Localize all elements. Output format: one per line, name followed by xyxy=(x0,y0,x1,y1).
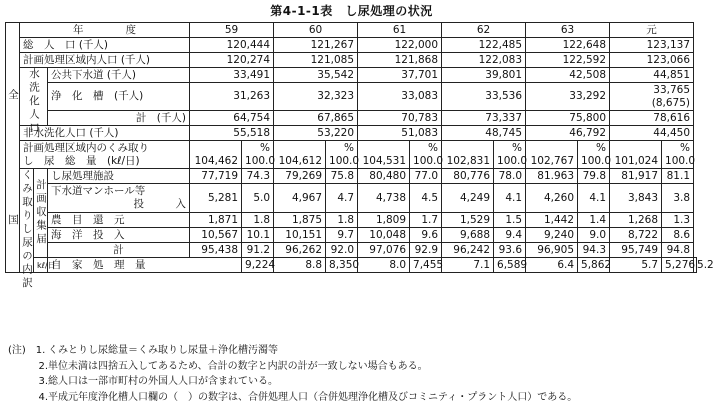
cell: 121,085 xyxy=(274,53,358,68)
cell-pct: 74.3 xyxy=(242,169,274,184)
cell-pct: 1.5 xyxy=(494,213,526,228)
cell-pct: 9.4 xyxy=(494,228,526,243)
cell: 4,738 xyxy=(358,184,410,213)
footnote-text: 総人口は一部市町村の外国人人口が含まれている。 xyxy=(48,376,278,387)
cell-pct: 100.0 xyxy=(581,154,612,167)
cell: 9,688 xyxy=(442,228,494,243)
cell: 55,518 xyxy=(190,126,274,141)
cell xyxy=(610,83,694,111)
cell: 4,260 xyxy=(526,184,578,213)
footnote-text: くみとりし尿総量＝くみ取りし尿量＋浄化槽汚濁等 xyxy=(48,345,278,356)
cell-pct: 9.6 xyxy=(410,228,442,243)
table-row xyxy=(6,53,697,68)
cell: 8,350 xyxy=(326,258,358,273)
year-61: 61 xyxy=(358,23,442,38)
row-label: 浄 化 槽 (千人) xyxy=(48,83,190,111)
row-label: 計画処理区域内人口 (千人) xyxy=(20,53,190,68)
cell: 33,292 xyxy=(526,83,610,111)
table-row xyxy=(6,228,697,243)
cell-pct: 5.2 xyxy=(694,258,697,273)
pct-symbol: % xyxy=(596,141,607,154)
cell: 81,917 xyxy=(610,169,662,184)
cell xyxy=(326,141,358,169)
table-row xyxy=(6,126,697,141)
cell: 5,281 xyxy=(190,184,242,213)
cell-pct: 100.0 xyxy=(665,154,696,167)
cell xyxy=(242,141,274,169)
row-label-line1: 計画処理区域内のくみ取り xyxy=(23,141,149,154)
cell: 32,323 xyxy=(274,83,358,111)
footnote-label: 3. xyxy=(38,376,48,387)
footnote-label: 4. xyxy=(38,391,48,403)
side-label-country: 国 xyxy=(6,169,20,273)
cell: 10,048 xyxy=(358,228,410,243)
cell: 96,242 xyxy=(442,243,494,258)
cell: 5,276 xyxy=(662,258,694,273)
footnote-label: (注) 1. xyxy=(8,345,46,356)
cell-pct: 9.7 xyxy=(326,228,358,243)
table-row xyxy=(6,141,697,169)
cell-pct: 77.0 xyxy=(410,169,442,184)
cell: 51,083 xyxy=(358,126,442,141)
footnotes xyxy=(8,343,577,405)
pct-symbol: % xyxy=(680,141,691,154)
cell: 123,137 xyxy=(610,38,694,53)
table-row xyxy=(6,258,697,273)
cell: 3,843 xyxy=(610,184,662,213)
cell: 122,648 xyxy=(526,38,610,53)
row-label xyxy=(20,141,190,169)
row-label xyxy=(48,184,190,213)
cell-pct: 91.2 xyxy=(242,243,274,258)
footnote-text: 単位未満は四捨五入してあるため、合計の数字と内訳の計が一致しない場合もある。 xyxy=(48,360,428,372)
cell: 48,745 xyxy=(442,126,526,141)
cell-pct: 8.6 xyxy=(662,228,694,243)
cell xyxy=(494,141,526,169)
table-row xyxy=(6,68,697,83)
cell: 44,851 xyxy=(610,68,694,83)
table-row xyxy=(6,213,697,228)
cell-pct: 94.3 xyxy=(578,243,610,258)
cell: 123,066 xyxy=(610,53,694,68)
footnote-label: 2. xyxy=(38,360,48,372)
cell: 39,801 xyxy=(442,68,526,83)
cell: 120,274 xyxy=(190,53,274,68)
cell: 4,967 xyxy=(274,184,326,213)
cell: 1,529 xyxy=(442,213,494,228)
table-row xyxy=(6,243,697,258)
cell: 81.963 xyxy=(526,169,578,184)
cell: 31,263 xyxy=(190,83,274,111)
cell-pct: 1.8 xyxy=(326,213,358,228)
cell-pct: 100.0 xyxy=(497,154,528,167)
table-row xyxy=(6,83,697,111)
unit-label: kℓ/日 xyxy=(34,258,48,273)
pct-symbol: % xyxy=(260,141,271,154)
footnote xyxy=(8,390,577,406)
cell: 8,722 xyxy=(610,228,662,243)
year-60: 60 xyxy=(274,23,358,38)
year-59: 59 xyxy=(190,23,274,38)
cell: 95,438 xyxy=(190,243,242,258)
cell: 6,589 xyxy=(494,258,526,273)
cell: 10,567 xyxy=(190,228,242,243)
cell: 42,508 xyxy=(526,68,610,83)
cell-pct: 4.1 xyxy=(494,184,526,213)
cell xyxy=(662,141,694,169)
cell: 5,862 xyxy=(578,258,610,273)
footnote xyxy=(8,343,577,359)
cell: 1,442 xyxy=(526,213,578,228)
cell: 122,000 xyxy=(358,38,442,53)
row-label: 計 (千人) xyxy=(48,111,190,126)
cell: 33,083 xyxy=(358,83,442,111)
side-label-kumitori: くみ取りし尿の内訳 xyxy=(21,169,33,291)
cell: 35,542 xyxy=(274,68,358,83)
cell-pct: 81.1 xyxy=(662,169,694,184)
cell-pct: 1.8 xyxy=(242,213,274,228)
row-label: 海 洋 投 入 xyxy=(48,228,190,243)
cell: 122,485 xyxy=(442,38,526,53)
row-label: 非水洗化人口 (千人) xyxy=(20,126,190,141)
row-label: 公共下水道 (千人) xyxy=(48,68,190,83)
year-gan: 元 xyxy=(610,23,694,38)
cell: 53,220 xyxy=(274,126,358,141)
cell: 1,875 xyxy=(274,213,326,228)
cell xyxy=(578,141,610,169)
cell: 96,262 xyxy=(274,243,326,258)
header-row xyxy=(6,23,697,38)
cell-pct: 7.1 xyxy=(442,258,494,273)
cell: 44,450 xyxy=(610,126,694,141)
cell: 121,267 xyxy=(274,38,358,53)
cell-value: 33,765 xyxy=(653,83,691,96)
cell-pct: 94.8 xyxy=(662,243,694,258)
cell-pct: 3.8 xyxy=(662,184,694,213)
cell: 121,868 xyxy=(358,53,442,68)
cell: 79,269 xyxy=(274,169,326,184)
table-row xyxy=(6,184,697,213)
row-label-line1: 下水道マンホール等 xyxy=(51,185,146,197)
cell: 70,783 xyxy=(358,111,442,126)
cell: 102,767 xyxy=(526,141,578,169)
cell-pct: 1.3 xyxy=(662,213,694,228)
cell: 73,337 xyxy=(442,111,526,126)
row-label: し尿処理施設 xyxy=(48,169,190,184)
cell: 37,701 xyxy=(358,68,442,83)
pct-symbol: % xyxy=(428,141,439,154)
cell: 101,024 xyxy=(610,141,662,169)
side-label-flush: 水洗化人口 xyxy=(20,68,48,126)
row-label-line2: し 尿 総 量 (kℓ/日) xyxy=(23,154,140,167)
cell-pct: 92.9 xyxy=(410,243,442,258)
cell-pct: 10.1 xyxy=(242,228,274,243)
cell: 120,444 xyxy=(190,38,274,53)
cell: 75,800 xyxy=(526,111,610,126)
cell: 7,455 xyxy=(410,258,442,273)
cell-pct: 8.0 xyxy=(358,258,410,273)
year-63: 63 xyxy=(526,23,610,38)
table-row xyxy=(6,169,697,184)
pct-symbol: % xyxy=(344,141,355,154)
row-label: 農 目 還 元 xyxy=(48,213,190,228)
cell-pct: 93.6 xyxy=(494,243,526,258)
row-label: 計 xyxy=(48,243,190,258)
year-62: 62 xyxy=(442,23,526,38)
cell: 10,151 xyxy=(274,228,326,243)
row-label: 総 人 口 (千人) xyxy=(20,38,190,53)
cell-subvalue: (8,675) xyxy=(651,96,691,109)
cell-pct: 5.7 xyxy=(610,258,662,273)
cell: 46,792 xyxy=(526,126,610,141)
year-header: 年 度 xyxy=(20,23,190,38)
cell: 122,592 xyxy=(526,53,610,68)
cell: 1,871 xyxy=(190,213,242,228)
cell-pct: 92.0 xyxy=(326,243,358,258)
table-row xyxy=(6,38,697,53)
cell-pct: 100.0 xyxy=(245,154,276,167)
cell-pct: 79.8 xyxy=(578,169,610,184)
cell: 64,754 xyxy=(190,111,274,126)
cell-pct: 1.7 xyxy=(410,213,442,228)
cell: 33,536 xyxy=(442,83,526,111)
cell-pct: 5.0 xyxy=(242,184,274,213)
cell: 9,240 xyxy=(526,228,578,243)
table-title: 第4-1-1表 し尿処理の状況 xyxy=(270,4,433,18)
footnote xyxy=(8,374,577,390)
cell-pct: 78.0 xyxy=(494,169,526,184)
cell: 97,076 xyxy=(358,243,410,258)
pct-symbol: % xyxy=(512,141,523,154)
cell-pct: 75.8 xyxy=(326,169,358,184)
row-label: 自 家 処 理 量 xyxy=(48,258,242,273)
cell-pct: 8.8 xyxy=(274,258,326,273)
footnote-text: 平成元年度浄化槽人口欄の（ ）の数字は、合併処理人口（合併処理浄化槽及びコミニティ・プラント人口）である。 xyxy=(48,391,578,403)
table-row xyxy=(6,111,697,126)
cell: 80,776 xyxy=(442,169,494,184)
row-label-line2: 投 入 xyxy=(133,198,187,210)
cell: 1,809 xyxy=(358,213,410,228)
cell: 1,268 xyxy=(610,213,662,228)
cell xyxy=(410,141,442,169)
cell-pct: 6.4 xyxy=(526,258,578,273)
footnote xyxy=(8,359,577,375)
cell-pct: 4.5 xyxy=(410,184,442,213)
cell: 104,531 xyxy=(358,141,410,169)
sewage-status-table xyxy=(5,22,714,291)
cell: 104,462 xyxy=(190,141,242,169)
cell-pct: 4.7 xyxy=(326,184,358,213)
cell: 104,612 xyxy=(274,141,326,169)
side-label-all: 全 xyxy=(6,23,20,169)
side-label-keikaku: 計画収集届 xyxy=(34,169,48,258)
cell: 33,491 xyxy=(190,68,274,83)
cell-pct: 1.4 xyxy=(578,213,610,228)
cell-pct: 100.0 xyxy=(413,154,444,167)
cell-pct: 100.0 xyxy=(329,154,360,167)
cell: 95,749 xyxy=(610,243,662,258)
cell: 122,083 xyxy=(442,53,526,68)
cell: 9,224 xyxy=(242,258,274,273)
cell: 102,831 xyxy=(442,141,494,169)
cell: 80,480 xyxy=(358,169,410,184)
cell: 4,249 xyxy=(442,184,494,213)
cell-pct: 4.1 xyxy=(578,184,610,213)
cell: 77,719 xyxy=(190,169,242,184)
cell: 67,865 xyxy=(274,111,358,126)
cell: 78,616 xyxy=(610,111,694,126)
cell: 96,905 xyxy=(526,243,578,258)
cell-pct: 9.0 xyxy=(578,228,610,243)
